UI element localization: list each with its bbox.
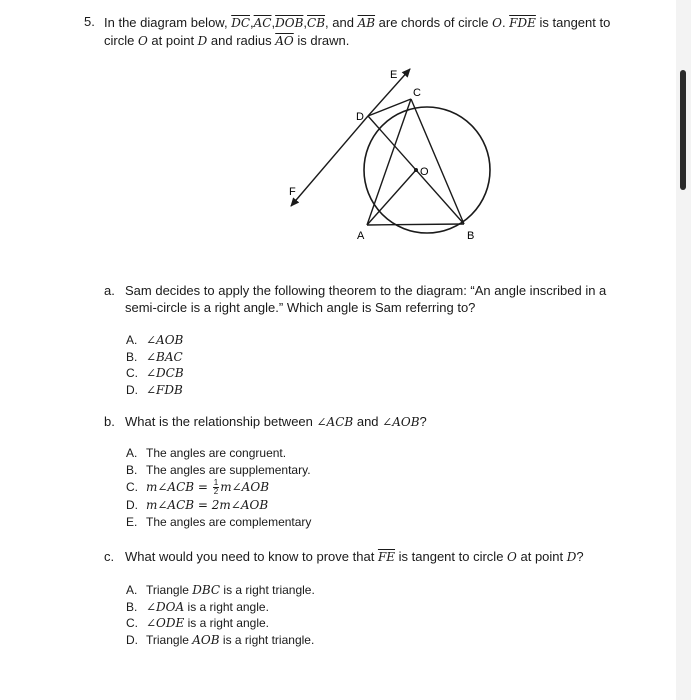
chord-dc: $\overline{DC}$: [231, 16, 251, 30]
option-math: ∠DOA: [146, 599, 185, 614]
label-o: O: [420, 166, 429, 178]
intro-text: at point: [147, 33, 198, 48]
scrollbar-thumb[interactable]: [680, 70, 686, 190]
part-b-options: [126, 445, 311, 530]
option-text: is a right triangle.: [219, 632, 315, 647]
sep: , and: [325, 15, 358, 30]
option-text: Triangle: [146, 583, 193, 597]
question-number: 5.: [84, 14, 95, 29]
question-intro: [104, 14, 624, 50]
option-b-d[interactable]: [126, 497, 311, 514]
option-text: The angles are complementary: [146, 514, 312, 529]
option-math: DBC: [192, 583, 221, 597]
option-b-b[interactable]: [126, 462, 311, 479]
part-b-text-span: ?: [419, 414, 427, 429]
part-c-text-span: What would you need to know to prove that: [125, 549, 378, 564]
part-b-text-span: and: [353, 414, 383, 429]
center-point: [414, 168, 418, 172]
option-b-e[interactable]: [126, 514, 311, 531]
chord-ac: $\overline{AC}$: [253, 16, 272, 30]
part-c-text: [125, 548, 584, 566]
intro-text: is tangent to: [535, 15, 611, 30]
option-b-a[interactable]: [126, 445, 311, 462]
option-text: is a right triangle.: [220, 583, 315, 597]
sep: ,: [250, 15, 254, 30]
option-text: ∠DCB: [146, 366, 184, 380]
option-letter: D.: [126, 498, 138, 512]
intro-text: In the diagram below,: [104, 15, 232, 30]
option-letter: A.: [126, 446, 138, 460]
option-a-d[interactable]: [126, 382, 184, 399]
option-c-d[interactable]: [126, 632, 315, 649]
chord-cb-line: [411, 99, 464, 224]
label-d: D: [356, 111, 364, 123]
part-c-text-span: at point: [516, 549, 567, 564]
option-c-c[interactable]: [126, 615, 315, 632]
option-c-b[interactable]: [126, 599, 315, 616]
label-f: F: [289, 186, 296, 198]
option-math: AOB: [192, 632, 220, 647]
option-letter: D.: [126, 632, 138, 647]
part-b-label: b.: [104, 414, 115, 429]
part-b-text-span: What is the relationship between: [125, 414, 317, 429]
tangent-ray-df: [291, 116, 368, 206]
tangent-segment: $\overline{FDE}$: [509, 16, 536, 30]
chord-dob: $\overline{DOB}$: [275, 16, 304, 30]
label-b: B: [467, 230, 475, 242]
option-math: ∠ODE: [146, 616, 185, 630]
radius-ao-line: [367, 170, 416, 225]
option-letter: A.: [126, 333, 138, 347]
label-e: E: [390, 69, 398, 81]
option-letter: C.: [126, 366, 138, 380]
radius-segment: $\overline{AO}$: [275, 34, 294, 48]
option-text: is a right angle.: [184, 599, 269, 614]
point-name: D: [197, 34, 208, 48]
option-text: ∠FDB: [146, 382, 183, 397]
angle-aob: ∠AOB: [382, 415, 420, 429]
circle-diagram: [270, 60, 510, 245]
part-a-text: [125, 282, 606, 316]
part-c-label: c.: [104, 549, 115, 564]
part-a-label: a.: [104, 283, 115, 298]
option-math: m∠ACB =: [146, 480, 212, 494]
chord-cb: $\overline{CB}$: [307, 16, 326, 30]
label-a: A: [357, 230, 365, 242]
intro-text: and radius: [207, 33, 276, 48]
option-b-c[interactable]: [126, 478, 311, 497]
sep: ,: [303, 15, 308, 30]
fraction-one-half: [213, 479, 219, 496]
angle-acb: ∠ACB: [316, 415, 354, 429]
fraction-numerator: 1: [213, 478, 219, 488]
label-c: C: [413, 87, 421, 99]
part-b-text: [125, 413, 427, 431]
option-text: The angles are congruent.: [146, 446, 287, 460]
option-text: is a right angle.: [184, 616, 269, 630]
point-name: D: [566, 550, 577, 564]
option-text: m∠ACB = 2m∠AOB: [146, 498, 269, 512]
option-letter: B.: [126, 462, 138, 477]
intro-text: is drawn.: [293, 33, 350, 48]
sep: ,: [271, 15, 276, 30]
intro-text: circle: [104, 33, 138, 48]
part-c-options: [126, 582, 315, 648]
option-text: ∠BAC: [146, 349, 183, 364]
option-a-a[interactable]: [126, 332, 184, 349]
chord-ab: $\overline{AB}$: [357, 16, 376, 30]
option-letter: A.: [126, 583, 138, 597]
option-letter: E.: [126, 514, 138, 529]
tangent-ray-de: [368, 69, 410, 116]
circle-name: O: [507, 550, 517, 564]
option-letter: B.: [126, 599, 138, 614]
part-a-line: Sam decides to apply the following theorem to the diagram: “An angle inscribed in a: [125, 283, 607, 298]
chord-dc-line: [368, 99, 411, 116]
option-a-c[interactable]: [126, 365, 184, 382]
part-a-line: semi-circle is a right angle.” Which angle is Sam referring to?: [125, 300, 476, 315]
option-text: Triangle: [146, 632, 193, 647]
option-text: The angles are supplementary.: [146, 462, 311, 477]
segment-fe: $\overline{FE}$: [377, 550, 396, 564]
part-a-options: [126, 332, 184, 398]
option-math: m∠AOB: [220, 480, 270, 494]
chord-ab-line: [367, 224, 464, 225]
part-c-text-span: is tangent to circle: [395, 549, 508, 564]
option-letter: C.: [126, 616, 138, 630]
option-letter: C.: [126, 480, 138, 494]
circle-name: O: [492, 16, 502, 30]
option-c-a[interactable]: [126, 582, 315, 599]
option-text: ∠AOB: [146, 333, 184, 347]
period: .: [501, 15, 510, 30]
circle-name: O: [137, 34, 148, 48]
part-c-text-span: ?: [576, 549, 584, 564]
option-letter: D.: [126, 382, 138, 397]
option-a-b[interactable]: [126, 349, 184, 366]
chord-ac-line: [367, 99, 411, 225]
fraction-denominator: 2: [213, 487, 219, 497]
option-letter: B.: [126, 349, 138, 364]
intro-text: are chords of circle: [375, 15, 493, 30]
